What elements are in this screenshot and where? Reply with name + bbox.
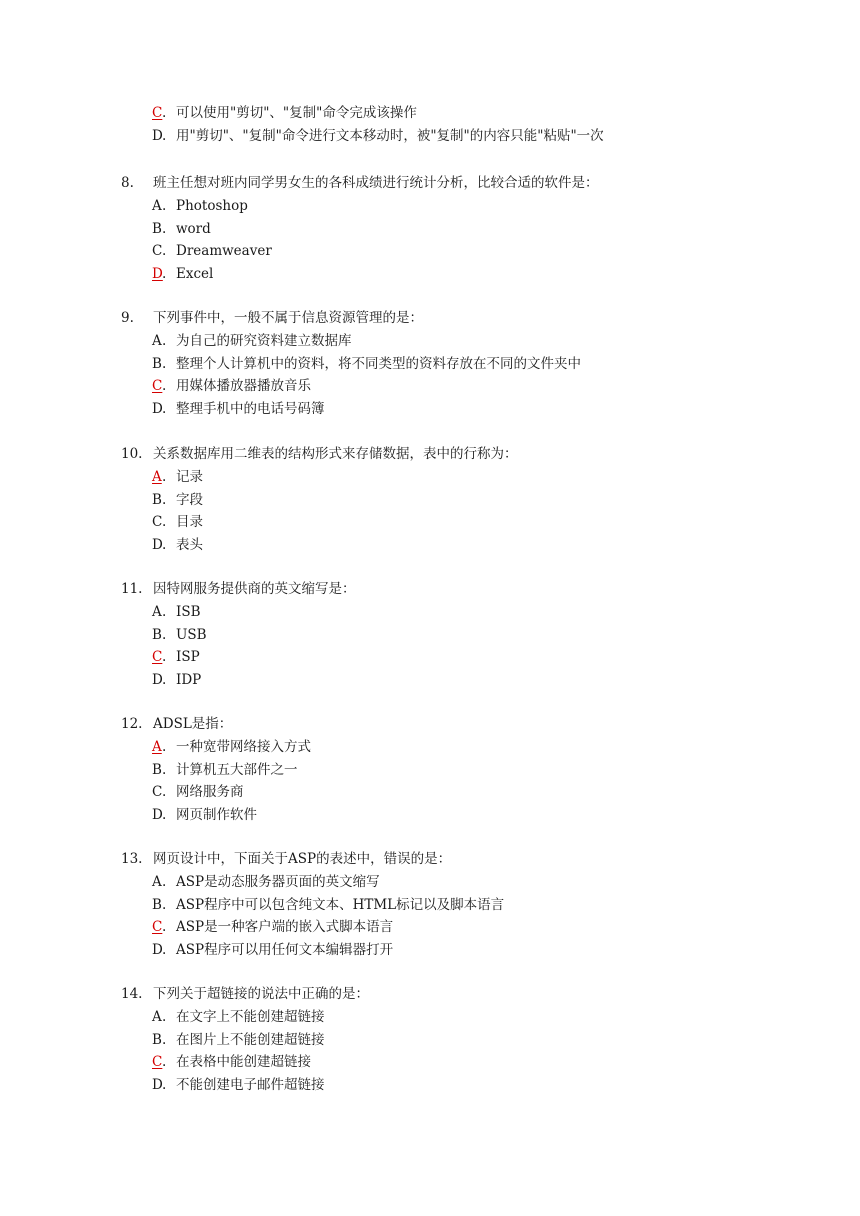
option-text: 网络服务商: [176, 784, 244, 800]
option-letter: D: [152, 536, 163, 553]
option-d: [152, 1075, 325, 1095]
option-separator: .: [162, 604, 167, 620]
option-letter: B: [152, 491, 162, 508]
option-letter: D: [152, 127, 163, 144]
option-letter: A: [152, 333, 162, 349]
option-separator: .: [162, 896, 167, 913]
correct-answer-letter: C: [152, 105, 163, 121]
option-separator: .: [162, 265, 167, 282]
question-text: 班主任想对班内同学男女生的各科成绩进行统计分析，比较合适的软件是：: [153, 175, 599, 191]
option-text: 表头: [176, 536, 203, 553]
option-letter: C: [152, 243, 163, 259]
option-text: ISP: [176, 649, 200, 665]
option-a: [152, 602, 201, 622]
question-stem: [121, 849, 451, 869]
option-letter: A: [152, 1009, 162, 1025]
option-text: 为自己的研究资料建立数据库: [176, 333, 352, 349]
option-separator: .: [162, 536, 167, 553]
question-stem: [121, 714, 232, 734]
option-text: 用媒体播放器播放音乐: [176, 378, 311, 394]
correct-answer-letter: C: [152, 919, 163, 935]
question-text: 关系数据库用二维表的结构形式来存储数据，表中的行称为：: [153, 446, 518, 462]
option-b: [152, 219, 211, 239]
option-separator: .: [162, 1031, 167, 1048]
option-text: Photoshop: [176, 198, 248, 214]
option-separator: .: [162, 1009, 167, 1025]
option-b: [152, 625, 207, 645]
option-text: ASP程序可以用任何文本编辑器打开: [176, 941, 394, 958]
question-stem: [121, 173, 599, 193]
option-text: word: [176, 220, 211, 237]
option-letter: D: [152, 671, 163, 688]
option-letter: C: [152, 784, 163, 800]
option-d: [152, 535, 203, 555]
option-letter: B: [152, 355, 162, 372]
question-text: 网页设计中，下面关于ASP的表述中，错误的是：: [153, 851, 452, 867]
option-letter: D: [152, 941, 163, 958]
option-d: [152, 805, 257, 825]
option-a: [152, 467, 203, 487]
option-letter: A: [152, 874, 162, 890]
option-c: [152, 241, 272, 261]
option-separator: .: [162, 105, 167, 121]
option-a: [152, 331, 352, 351]
correct-answer-letter: D: [152, 265, 163, 282]
question-text: 下列关于超链接的说法中正确的是：: [153, 986, 369, 1002]
option-text: 网页制作软件: [176, 806, 257, 823]
option-letter: B: [152, 761, 162, 778]
question-text: ADSL是指：: [153, 716, 233, 732]
option-c: [152, 512, 203, 532]
option-separator: .: [162, 761, 167, 778]
option-letter: D: [152, 400, 163, 417]
option-text: ASP是动态服务器页面的英文缩写: [176, 874, 380, 890]
option-c: [152, 103, 417, 123]
option-c: [152, 376, 311, 396]
option-d: [152, 126, 604, 146]
option-text: IDP: [176, 671, 202, 688]
option-c: [152, 917, 393, 937]
option-text: Excel: [176, 265, 214, 282]
option-b: [152, 1030, 325, 1050]
question-number: 11.: [121, 581, 143, 597]
option-letter: C: [152, 514, 163, 530]
option-separator: .: [162, 806, 167, 823]
option-c: [152, 1052, 311, 1072]
option-separator: .: [162, 671, 167, 688]
option-c: [152, 782, 244, 802]
question-number: 13.: [121, 851, 143, 867]
option-separator: .: [162, 469, 167, 485]
option-a: [152, 737, 311, 757]
question-text: 因特网服务提供商的英文缩写是：: [153, 581, 356, 597]
question-stem: [121, 579, 356, 599]
option-text: 不能创建电子邮件超链接: [176, 1076, 325, 1093]
option-text: 计算机五大部件之一: [176, 761, 298, 778]
option-separator: .: [162, 243, 167, 259]
option-d: [152, 940, 393, 960]
option-c: [152, 647, 200, 667]
option-letter: A: [152, 198, 162, 214]
option-a: [152, 1007, 325, 1027]
correct-answer-letter: C: [152, 1054, 163, 1070]
option-letter: B: [152, 220, 162, 237]
option-text: ASP是一种客户端的嵌入式脚本语言: [176, 919, 394, 935]
option-separator: .: [162, 1076, 167, 1093]
option-letter: D: [152, 1076, 163, 1093]
question-text: 下列事件中，一般不属于信息资源管理的是：: [153, 310, 423, 326]
option-letter: A: [152, 604, 162, 620]
option-text: 在图片上不能创建超链接: [176, 1031, 325, 1048]
option-separator: .: [162, 127, 167, 144]
option-a: [152, 872, 380, 892]
question-number: 9.: [121, 310, 134, 326]
option-text: 字段: [176, 491, 203, 508]
correct-answer-letter: A: [152, 739, 162, 755]
option-text: ASP程序中可以包含纯文本、HTML标记以及脚本语言: [176, 896, 505, 913]
question-number: 14.: [121, 986, 143, 1002]
correct-answer-letter: C: [152, 649, 163, 665]
option-separator: .: [162, 649, 167, 665]
correct-answer-letter: C: [152, 378, 163, 394]
question-number: 12.: [121, 716, 143, 732]
option-text: 整理个人计算机中的资料，将不同类型的资料存放在不同的文件夹中: [176, 355, 581, 372]
question-stem: [121, 308, 423, 328]
option-text: 整理手机中的电话号码簿: [176, 400, 325, 417]
option-b: [152, 354, 581, 374]
option-text: Dreamweaver: [176, 243, 272, 259]
option-text: 用"剪切"、"复制"命令进行文本移动时，被"复制"的内容只能"粘贴"一次: [176, 127, 604, 144]
option-text: 记录: [176, 469, 203, 485]
option-separator: .: [162, 514, 167, 530]
option-separator: .: [162, 1054, 167, 1070]
option-separator: .: [162, 919, 167, 935]
option-letter: D: [152, 806, 163, 823]
question-stem: [121, 984, 369, 1004]
option-d: [152, 264, 213, 284]
option-d: [152, 670, 201, 690]
question-stem: [121, 444, 518, 464]
option-separator: .: [162, 784, 167, 800]
option-d: [152, 399, 325, 419]
question-number: 8.: [121, 175, 134, 191]
option-text: 在文字上不能创建超链接: [176, 1009, 325, 1025]
option-b: [152, 760, 298, 780]
option-text: ISB: [176, 604, 201, 620]
option-separator: .: [162, 874, 167, 890]
option-separator: .: [162, 491, 167, 508]
option-separator: .: [162, 333, 167, 349]
option-separator: .: [162, 739, 167, 755]
option-separator: .: [162, 941, 167, 958]
option-separator: .: [162, 198, 167, 214]
option-separator: .: [162, 355, 167, 372]
option-separator: .: [162, 220, 167, 237]
option-a: [152, 196, 248, 216]
option-b: [152, 895, 504, 915]
option-separator: .: [162, 626, 167, 643]
option-text: 可以使用"剪切"、"复制"命令完成该操作: [176, 105, 417, 121]
option-b: [152, 490, 203, 510]
option-separator: .: [162, 378, 167, 394]
question-number: 10.: [121, 446, 143, 462]
option-text: USB: [176, 626, 207, 643]
option-letter: B: [152, 1031, 162, 1048]
option-separator: .: [162, 400, 167, 417]
correct-answer-letter: A: [152, 469, 162, 485]
option-text: 在表格中能创建超链接: [176, 1054, 311, 1070]
option-letter: B: [152, 896, 162, 913]
option-text: 一种宽带网络接入方式: [176, 739, 311, 755]
option-letter: B: [152, 626, 162, 643]
option-text: 目录: [176, 514, 203, 530]
